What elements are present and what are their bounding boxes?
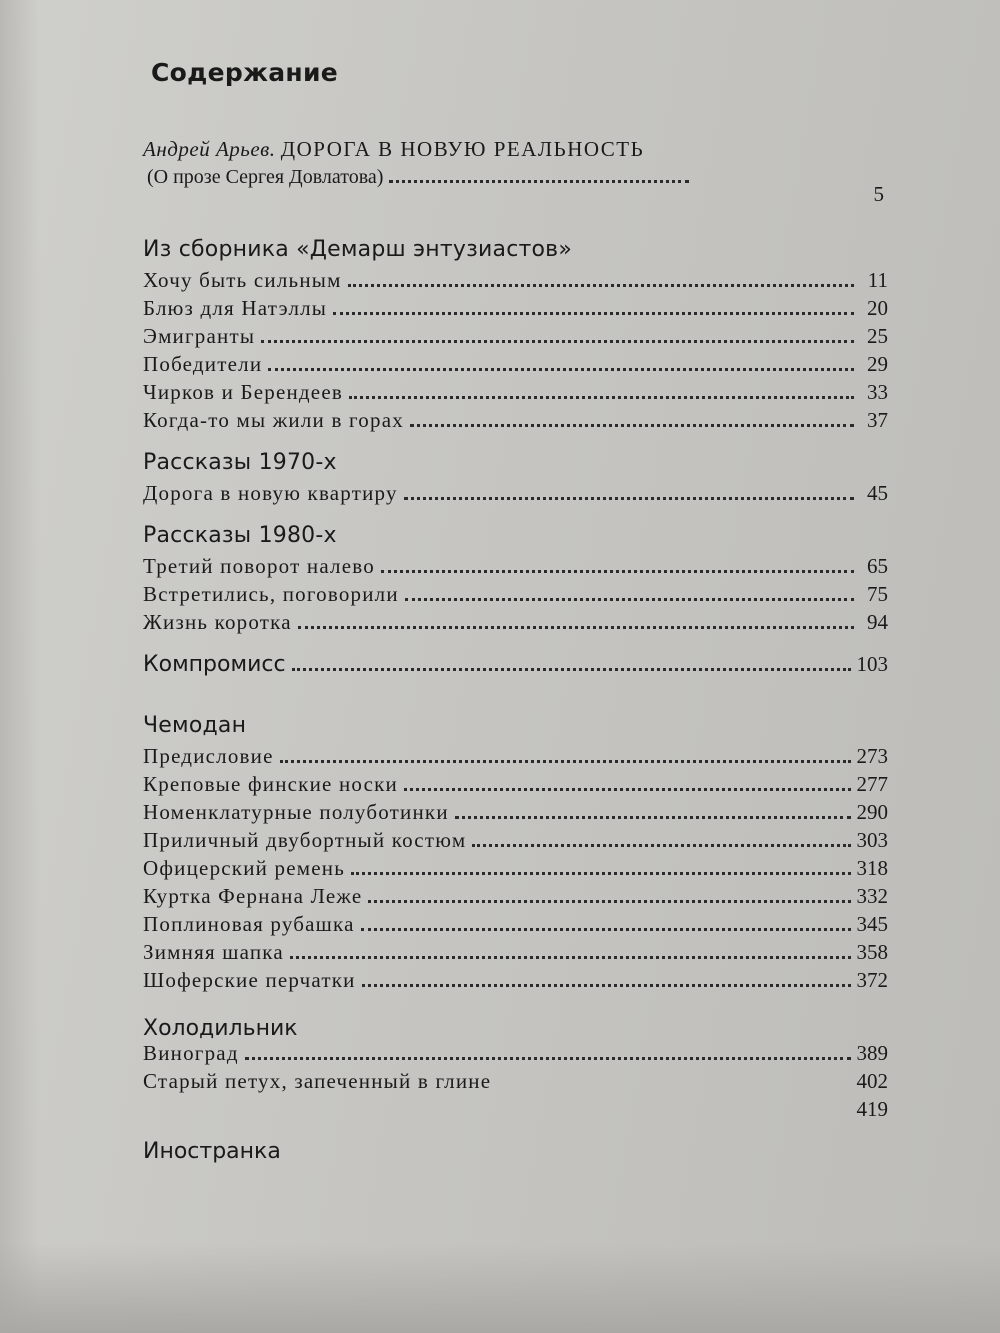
- entry-page-number: 402: [856, 1069, 888, 1093]
- entry-page-number: 65: [867, 554, 888, 578]
- entry-title: Предисловие: [143, 744, 274, 768]
- toc-entry: [143, 610, 888, 638]
- entry-page-number: 94: [867, 610, 888, 634]
- section-title: Рассказы 1970-х: [143, 450, 337, 475]
- entry-title: Офицерский ремень: [143, 856, 345, 880]
- intro-line: [143, 137, 888, 162]
- entry-page-number: 358: [856, 940, 888, 964]
- dot-leader: [389, 180, 689, 183]
- toc-entry: [143, 582, 888, 610]
- toc-entry: [143, 772, 888, 800]
- dot-leader: [404, 497, 854, 500]
- entry-page-number: 11: [867, 268, 888, 292]
- chemodan-title: Чемодан: [143, 713, 247, 738]
- kompromiss-title: Компромисс: [143, 652, 286, 677]
- entry-page-number: 389: [856, 1041, 888, 1065]
- entry-page-number: 20: [867, 296, 888, 320]
- dot-leader: [497, 1085, 850, 1088]
- entry-page-number: 33: [867, 380, 888, 404]
- entry-title: Виноград: [143, 1041, 239, 1065]
- dot-leader: [245, 1057, 851, 1060]
- entry-title: Старый петух, запеченный в глине: [143, 1069, 492, 1093]
- page-shadow-left: [0, 0, 40, 1333]
- toc-section: [143, 237, 888, 436]
- entry-title: Блюз для Натэллы: [143, 296, 328, 320]
- toc-entry: [143, 968, 888, 996]
- dot-leader: [304, 1032, 882, 1035]
- entry-page-number: 25: [867, 324, 888, 348]
- entry-title: Номенклатурные полуботинки: [143, 800, 449, 824]
- entry-title: Третий поворот налево: [143, 554, 375, 578]
- entry-title: Поплиновая рубашка: [143, 912, 355, 936]
- toc-entry: [143, 800, 888, 828]
- holodilnik-section: [143, 1016, 888, 1125]
- entry-title: Жизнь коротка: [143, 610, 292, 634]
- holodilnik-items: [143, 1041, 888, 1125]
- dot-leader: [405, 598, 854, 601]
- entry-page-number: 332: [856, 884, 888, 908]
- dot-leader: [292, 668, 851, 671]
- dot-leader: [348, 284, 854, 287]
- entry-page-number: 318: [856, 856, 888, 880]
- toc-entry: [143, 554, 888, 582]
- sections-list: [143, 237, 888, 638]
- kompromiss-page: 103: [856, 652, 888, 676]
- toc-entry: [143, 324, 888, 352]
- entry-title: Чирков и Берендеев: [143, 380, 343, 404]
- page-shadow-bottom: [0, 1243, 1000, 1333]
- entry-page-number: 277: [856, 772, 888, 796]
- toc-entry: [143, 268, 888, 296]
- entry-page-number: 45: [867, 481, 888, 505]
- section-title: Из сборника «Демарш энтузиастов»: [143, 237, 572, 262]
- entry-page-number: 419: [856, 1097, 888, 1121]
- entry-title: Зимняя шапка: [143, 940, 284, 964]
- entry-title: Эмигранты: [143, 324, 256, 348]
- entry-title: Хочу быть сильным: [143, 268, 342, 292]
- toc-section: [143, 523, 888, 638]
- section-title: Рассказы 1980-х: [143, 523, 337, 548]
- dot-leader: [351, 872, 851, 875]
- entry-title: Встретились, поговорили: [143, 582, 399, 606]
- dot-leader: [268, 368, 854, 371]
- dot-leader: [368, 900, 850, 903]
- toc-entry: [143, 352, 888, 380]
- toc-entry: [143, 828, 888, 856]
- intro-title: ДОРОГА В НОВУЮ РЕАЛЬНОСТЬ: [280, 137, 645, 161]
- toc-section: [143, 450, 888, 509]
- entry-page-number: 75: [867, 582, 888, 606]
- intro-entry: [143, 137, 888, 213]
- dot-leader: [261, 340, 854, 343]
- entry-title: Куртка Фернана Леже: [143, 884, 363, 908]
- entry-title: Шоферские перчатки: [143, 968, 356, 992]
- dot-leader: [298, 626, 854, 629]
- toc-entry: [143, 856, 888, 884]
- dot-leader: [455, 816, 851, 819]
- toc-entry: [143, 408, 888, 436]
- entry-page-number: 37: [867, 408, 888, 432]
- toc-entry: [143, 744, 888, 772]
- dot-leader: [349, 396, 854, 399]
- holodilnik-entry: [143, 1016, 888, 1041]
- entry-page-number: 345: [856, 912, 888, 936]
- intro-author: Андрей Арьев.: [143, 137, 276, 161]
- inostranka-title: Иностранка: [143, 1139, 281, 1164]
- entry-page-number: 29: [867, 352, 888, 376]
- chemodan-items: [143, 744, 888, 996]
- toc-entry: [143, 912, 888, 940]
- toc-entry: [143, 380, 888, 408]
- toc-entry: [143, 481, 888, 509]
- entry-page-number: 273: [856, 744, 888, 768]
- intro-subtitle: (О прозе Сергея Довлатова): [147, 166, 384, 188]
- entry-title: Победители: [143, 352, 263, 376]
- dot-leader: [381, 570, 854, 573]
- table-of-contents: [143, 58, 888, 1164]
- entry-page-number: 303: [856, 828, 888, 852]
- dot-leader: [472, 844, 850, 847]
- entry-title: Дорога в новую квартиру: [143, 481, 398, 505]
- entry-title: Приличный двубортный костюм: [143, 828, 467, 852]
- entry-title: Креповые финские носки: [143, 772, 399, 796]
- dot-leader: [404, 788, 850, 791]
- entry-page-number: 290: [856, 800, 888, 824]
- dot-leader: [333, 312, 854, 315]
- dot-leader: [361, 928, 851, 931]
- chemodan-section: [143, 713, 888, 996]
- entry-page-number: 372: [856, 968, 888, 992]
- dot-leader: [410, 424, 854, 427]
- dot-leader: [280, 760, 851, 763]
- toc-entry: [143, 940, 888, 968]
- toc-entry: [143, 884, 888, 912]
- intro-subtitle-line: [143, 166, 888, 189]
- toc-entry: [143, 296, 888, 324]
- toc-entry: [143, 1069, 888, 1097]
- kompromiss-entry: [143, 652, 888, 677]
- dot-leader: [362, 984, 851, 987]
- intro-page-number: 5: [873, 182, 884, 206]
- holodilnik-title: Холодильник: [143, 1016, 298, 1041]
- dot-leader: [290, 956, 851, 959]
- toc-entry: [143, 1041, 888, 1069]
- page-title: Содержание: [151, 58, 339, 87]
- entry-title: Когда-то мы жили в горах: [143, 408, 404, 432]
